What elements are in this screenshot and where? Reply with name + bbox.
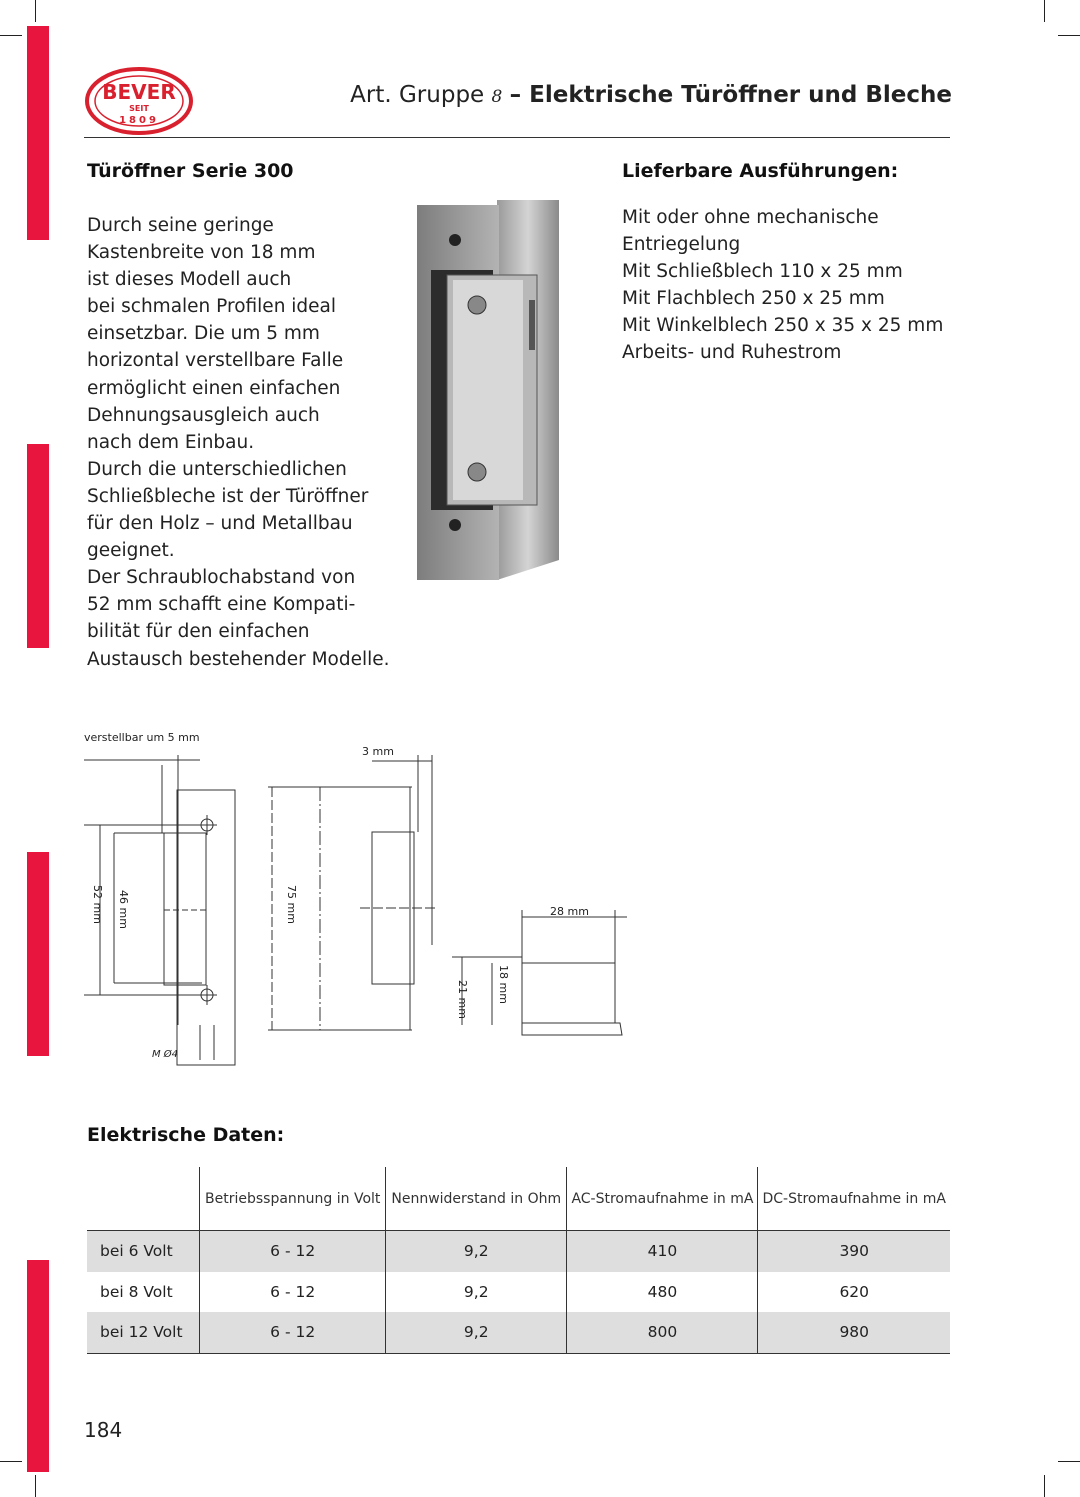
variants-heading: Lieferbare Ausführungen:	[622, 160, 899, 182]
red-margin-bar	[27, 1260, 49, 1472]
technical-drawing	[82, 725, 642, 1070]
dim-46: 46 mm	[117, 890, 130, 929]
table-cell: bei 8 Volt	[100, 1282, 173, 1301]
description-line: einsetzbar. Die um 5 mm	[87, 323, 320, 345]
column-header: AC-Stromaufnahme in mA	[567, 1167, 758, 1231]
table-cell: 6 - 12	[200, 1312, 386, 1353]
svg-text:1809: 1809	[119, 115, 159, 126]
crop-mark	[1044, 0, 1045, 22]
page-header	[350, 82, 952, 108]
description-line: Kastenbreite von 18 mm	[87, 242, 316, 264]
variant-line: Mit Flachblech 250 x 25 mm	[622, 288, 885, 310]
description-line: für den Holz – und Metallbau	[87, 513, 353, 535]
column-header: Nennwiderstand in Ohm	[386, 1167, 567, 1231]
header-rule	[84, 137, 950, 138]
table-row	[87, 1312, 950, 1353]
column-header: Betriebsspannung in Volt	[200, 1167, 386, 1231]
page-number: 184	[84, 1418, 123, 1442]
table-cell: 9,2	[386, 1312, 567, 1353]
table-cell: 620	[758, 1272, 950, 1313]
table-header-row	[87, 1167, 950, 1231]
table-cell: 6 - 12	[200, 1231, 386, 1272]
description-line: Schließbleche ist der Türöffner	[87, 485, 369, 507]
crop-mark	[35, 1475, 36, 1497]
table-row	[87, 1231, 950, 1272]
table-cell: bei 6 Volt	[100, 1242, 173, 1261]
column-header: DC-Stromaufnahme in mA	[758, 1167, 950, 1231]
table-cell: 410	[567, 1231, 758, 1272]
variants-list	[622, 204, 943, 367]
description-line: bilität für den einfachen	[87, 621, 310, 643]
variant-line: Entriegelung	[622, 234, 741, 256]
table-cell: 980	[758, 1312, 950, 1353]
description-line: horizontal verstellbare Falle	[87, 350, 344, 372]
bever-logo	[84, 66, 194, 136]
column-header	[87, 1167, 200, 1231]
electrical-heading: Elektrische Daten:	[87, 1124, 285, 1146]
table-cell: 480	[567, 1272, 758, 1313]
variant-line: Mit Winkelblech 250 x 35 x 25 mm	[622, 315, 944, 337]
variant-line: Mit oder ohne mechanische	[622, 207, 879, 228]
description-line: nach dem Einbau.	[87, 431, 255, 453]
table-cell: bei 12 Volt	[100, 1323, 183, 1342]
crop-mark	[0, 1461, 22, 1462]
description-line: Durch die unterschiedlichen	[87, 458, 347, 480]
variant-line: Mit Schließblech 110 x 25 mm	[622, 261, 903, 283]
dim-52: 52 mm	[91, 885, 104, 924]
crop-mark	[1058, 1461, 1080, 1462]
red-margin-bar	[27, 26, 49, 240]
group-number: 8	[491, 87, 503, 107]
dim-75: 75 mm	[285, 885, 298, 924]
description-line: Austausch bestehender Modelle.	[87, 648, 390, 670]
table-cell: 800	[567, 1312, 758, 1353]
crop-mark	[35, 0, 36, 22]
red-margin-bar	[27, 852, 49, 1056]
crop-mark	[1058, 35, 1080, 36]
variant-line: Arbeits- und Ruhestrom	[622, 342, 842, 364]
description-line: ermöglicht einen einfachen	[87, 377, 341, 399]
description-line: Dehnungsausgleich auch	[87, 404, 320, 426]
adjust-label: verstellbar um 5 mm	[84, 731, 200, 744]
table-cell: 9,2	[386, 1272, 567, 1313]
dim-28: 28 mm	[550, 905, 589, 918]
description-line: geeignet.	[87, 540, 175, 562]
dim-3: 3 mm	[362, 745, 394, 758]
table-cell: 9,2	[386, 1231, 567, 1272]
series-description	[87, 212, 390, 673]
svg-text:BEVER: BEVER	[102, 80, 176, 104]
product-photo	[417, 200, 559, 580]
series-heading: Türöffner Serie 300	[87, 160, 294, 182]
red-margin-bar	[27, 444, 49, 648]
svg-text:SEIT: SEIT	[129, 104, 149, 113]
screw-label: M Ø4	[152, 1049, 179, 1060]
crop-mark	[1044, 1475, 1045, 1497]
dim-18: 18 mm	[497, 965, 510, 1004]
table-row	[87, 1272, 950, 1313]
dim-21: 21 mm	[456, 980, 469, 1019]
description-line: ist dieses Modell auch	[87, 269, 292, 291]
table-cell: 390	[758, 1231, 950, 1272]
art-gruppe-label: Art. Gruppe	[350, 82, 485, 108]
description-line: Der Schraublochabstand von	[87, 567, 356, 589]
table-cell: 6 - 12	[200, 1272, 386, 1313]
description-line: 52 mm schafft eine Kompati-	[87, 594, 356, 616]
crop-mark	[0, 35, 22, 36]
electrical-data-table	[87, 1167, 950, 1354]
description-line: bei schmalen Profilen ideal	[87, 296, 337, 318]
page-title: – Elektrische Türöffner und Bleche	[509, 82, 952, 108]
description-line: Durch seine geringe	[87, 215, 274, 236]
